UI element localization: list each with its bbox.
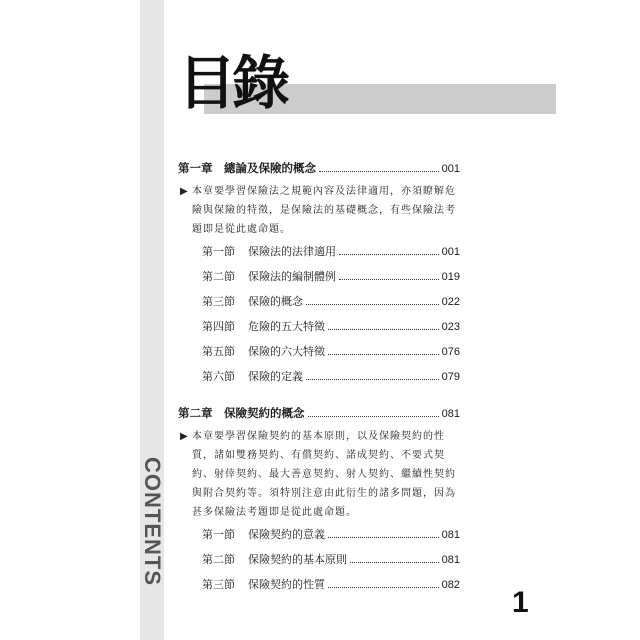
section-page: 022 — [441, 296, 460, 308]
leader-dots — [328, 329, 439, 330]
section-row[interactable] — [178, 293, 460, 318]
section-number: 第三節 — [202, 579, 235, 591]
chapter-page: 081 — [441, 408, 460, 420]
chapter-1 — [178, 160, 460, 393]
contents-side-label: CONTENTS — [140, 457, 165, 586]
section-number: 第六節 — [202, 371, 235, 383]
section-number: 第二節 — [202, 554, 235, 566]
section-page: 019 — [441, 271, 460, 283]
section-number: 第二節 — [202, 271, 235, 283]
chapter-title: 第一章 總論及保險的概念 — [178, 161, 316, 175]
section-row[interactable] — [178, 551, 460, 576]
chapter-2 — [178, 405, 460, 601]
section-page: 081 — [441, 554, 460, 566]
leader-dots — [339, 254, 439, 255]
leader-dots — [306, 304, 439, 305]
bullet-arrow-icon: ▶ — [180, 431, 188, 442]
chapter-heading[interactable] — [178, 405, 460, 427]
section-title: 保險契約的意義 — [248, 529, 325, 541]
description-text: 本章要學習保險契約的基本原則，以及保險契約的性質，諸如雙務契約、有償契約、諾成契約、不要式契約、射倖契約、最大善意契約、射人契約、繼續性契約與附合契約等。須特別注意由此衍生的諸多問題，因為甚多保險法考題即是從此處命題。 — [192, 431, 456, 518]
chapter-page: 001 — [441, 163, 460, 175]
section-title: 保險的定義 — [248, 371, 303, 383]
section-page: 081 — [441, 529, 460, 541]
leader-dots — [319, 171, 439, 172]
leader-dots — [308, 416, 439, 417]
section-title: 保險的概念 — [248, 296, 303, 308]
section-title: 保險契約的性質 — [248, 579, 325, 591]
chapter-heading[interactable] — [178, 160, 460, 182]
section-title: 保險契約的基本原則 — [248, 554, 347, 566]
section-number: 第一節 — [202, 529, 235, 541]
section-page: 001 — [441, 246, 460, 258]
page-title: 目錄 — [178, 49, 287, 117]
bullet-arrow-icon: ▶ — [180, 186, 188, 197]
section-title: 保險的六大特徵 — [248, 346, 325, 358]
section-row[interactable] — [178, 526, 460, 551]
section-number: 第四節 — [202, 321, 235, 333]
section-row[interactable] — [178, 243, 460, 268]
leader-dots — [328, 587, 439, 588]
leader-dots — [306, 379, 439, 380]
section-row[interactable] — [178, 268, 460, 293]
section-title: 保險法的編制體例 — [248, 271, 336, 283]
leader-dots — [350, 562, 439, 563]
chapter-description — [180, 427, 460, 522]
section-page: 023 — [441, 321, 460, 333]
section-row[interactable] — [178, 318, 460, 343]
leader-dots — [328, 537, 439, 538]
leader-dots — [328, 354, 439, 355]
section-number: 第五節 — [202, 346, 235, 358]
section-row[interactable] — [178, 368, 460, 393]
leader-dots — [339, 279, 439, 280]
section-row[interactable] — [178, 576, 460, 601]
table-of-contents — [178, 160, 460, 601]
section-title: 危險的五大特徵 — [248, 321, 325, 333]
chapter-gap — [178, 393, 460, 405]
section-page: 079 — [441, 371, 460, 383]
chapter-description — [180, 182, 460, 239]
chapter-title: 第二章 保險契約的概念 — [178, 406, 305, 420]
section-page: 082 — [441, 579, 460, 591]
section-row[interactable] — [178, 343, 460, 368]
section-number: 第三節 — [202, 296, 235, 308]
section-page: 076 — [441, 346, 460, 358]
page-number: 1 — [512, 586, 529, 619]
section-number: 第一節 — [202, 246, 235, 258]
description-text: 本章要學習保險法之規範內容及法律適用，亦須瞭解危險與保險的特徵，是保險法的基礎概念，有些保險法考題即是從此處命題。 — [192, 186, 456, 235]
section-title: 保險法的法律適用 — [248, 246, 336, 258]
